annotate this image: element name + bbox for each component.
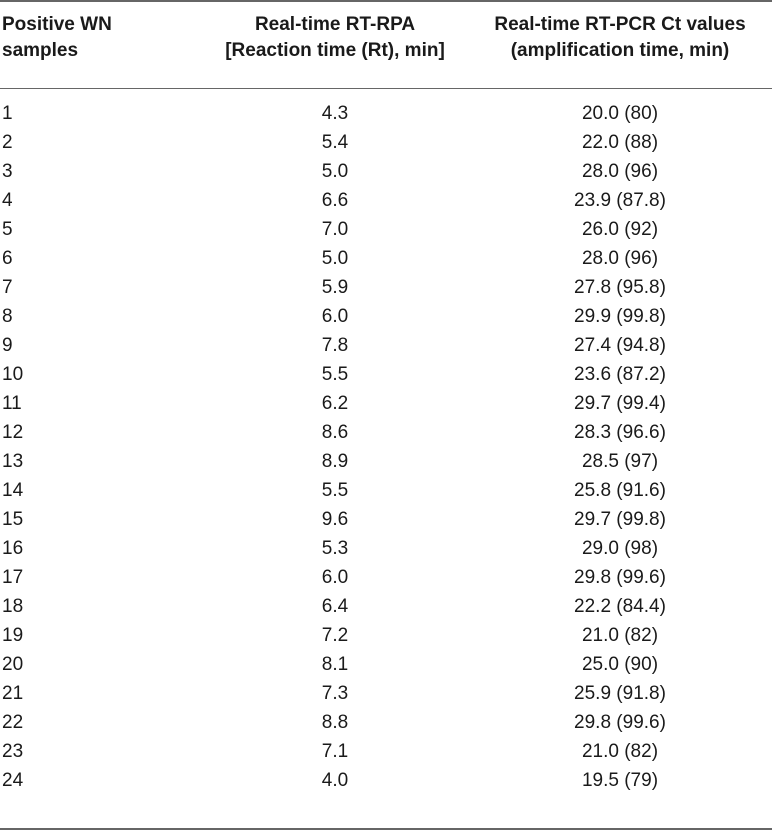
sample-cell: 17: [2, 567, 24, 588]
rt-pcr-cell: 29.9 (99.8): [574, 306, 666, 327]
rt-rpa-cell: 5.3: [321, 538, 349, 559]
table-row: [0, 594, 772, 623]
rt-rpa-cell: 6.4: [321, 596, 349, 617]
table-header: [0, 0, 772, 88]
rt-rpa-cell: 4.0: [321, 770, 349, 791]
sample-cell: 14: [2, 480, 24, 501]
rt-pcr-cell: 21.0 (82): [581, 625, 659, 646]
rt-pcr-cell: 28.3 (96.6): [574, 422, 666, 443]
rt-pcr-cell: 26.0 (92): [581, 219, 659, 240]
sample-cell: 23: [2, 741, 24, 762]
sample-cell: 20: [2, 654, 24, 675]
rt-pcr-cell: 22.0 (88): [581, 132, 659, 153]
rt-rpa-cell: 6.0: [321, 567, 349, 588]
header-real-time-rt-pcr: Real-time RT-PCR Ct values (amplification time, min): [494, 14, 746, 61]
rt-pcr-cell: 28.5 (97): [581, 451, 659, 472]
sample-cell: 18: [2, 596, 24, 617]
table-row: [0, 739, 772, 768]
table-row: [0, 681, 772, 710]
rt-pcr-cell: 29.7 (99.8): [574, 509, 666, 530]
sample-cell: 2: [2, 132, 13, 153]
rt-rpa-cell: 5.0: [321, 248, 349, 269]
rt-rpa-cell: 8.1: [321, 654, 349, 675]
rt-pcr-cell: 28.0 (96): [581, 248, 659, 269]
rt-pcr-cell: 20.0 (80): [581, 103, 659, 124]
sample-cell: 16: [2, 538, 24, 559]
table-row: [0, 275, 772, 304]
table-row: [0, 130, 772, 159]
rt-pcr-cell: 29.7 (99.4): [574, 393, 666, 414]
table-row: [0, 101, 772, 130]
table-row: [0, 333, 772, 362]
table-row: [0, 246, 772, 275]
rt-pcr-cell: 23.9 (87.8): [574, 190, 666, 211]
rt-pcr-cell: 19.5 (79): [581, 770, 659, 791]
sample-cell: 22: [2, 712, 24, 733]
sample-cell: 8: [2, 306, 13, 327]
rt-pcr-cell: 28.0 (96): [581, 161, 659, 182]
sample-cell: 9: [2, 335, 13, 356]
rt-rpa-cell: 7.0: [321, 219, 349, 240]
sample-cell: 1: [2, 103, 13, 124]
sample-cell: 5: [2, 219, 13, 240]
rt-rpa-cell: 5.5: [321, 480, 349, 501]
rt-pcr-cell: 27.4 (94.8): [574, 335, 666, 356]
rt-pcr-cell: 29.8 (99.6): [574, 567, 666, 588]
table-row: [0, 710, 772, 739]
rt-rpa-cell: 9.6: [321, 509, 349, 530]
table-row: [0, 507, 772, 536]
table-row: [0, 536, 772, 565]
rt-rpa-cell: 6.2: [321, 393, 349, 414]
rt-rpa-cell: 4.3: [321, 103, 349, 124]
table-body: [0, 101, 772, 797]
table-row: [0, 217, 772, 246]
sample-cell: 15: [2, 509, 24, 530]
sample-cell: 11: [2, 393, 22, 414]
rt-rpa-cell: 5.5: [321, 364, 349, 385]
rt-pcr-cell: 27.8 (95.8): [574, 277, 666, 298]
rt-pcr-cell: 29.8 (99.6): [574, 712, 666, 733]
table-row: [0, 652, 772, 681]
table-row: [0, 159, 772, 188]
rt-rpa-cell: 5.0: [321, 161, 349, 182]
header-real-time-rt-rpa: Real-time RT-RPA [Reaction time (Rt), min]: [225, 14, 445, 61]
table-row: [0, 768, 772, 797]
rt-pcr-cell: 21.0 (82): [581, 741, 659, 762]
header-rule: [0, 88, 772, 89]
table-row: [0, 565, 772, 594]
table-row: [0, 304, 772, 333]
sample-cell: 13: [2, 451, 24, 472]
sample-cell: 19: [2, 625, 24, 646]
table-row: [0, 623, 772, 652]
rt-rpa-cell: 8.6: [321, 422, 349, 443]
sample-cell: 24: [2, 770, 24, 791]
rt-rpa-cell: 7.1: [321, 741, 349, 762]
table-row: [0, 188, 772, 217]
sample-cell: 12: [2, 422, 24, 443]
sample-cell: 4: [2, 190, 13, 211]
sample-cell: 21: [2, 683, 24, 704]
sample-cell: 7: [2, 277, 13, 298]
rt-rpa-cell: 6.0: [321, 306, 349, 327]
rt-pcr-cell: 23.6 (87.2): [574, 364, 666, 385]
sample-cell: 3: [2, 161, 13, 182]
rt-rpa-cell: 8.8: [321, 712, 349, 733]
table-row: [0, 478, 772, 507]
table-row: [0, 449, 772, 478]
rt-pcr-cell: 29.0 (98): [581, 538, 659, 559]
rt-rpa-cell: 7.8: [321, 335, 349, 356]
rt-rpa-cell: 6.6: [321, 190, 349, 211]
rt-rpa-cell: 7.3: [321, 683, 349, 704]
rt-pcr-cell: 22.2 (84.4): [574, 596, 666, 617]
rt-pcr-cell: 25.0 (90): [581, 654, 659, 675]
sample-cell: 6: [2, 248, 13, 269]
table-row: [0, 391, 772, 420]
rt-rpa-cell: 5.4: [321, 132, 349, 153]
header-positive-wn-samples: Positive WN samples: [2, 14, 112, 61]
table-row: [0, 362, 772, 391]
rt-rpa-cell: 5.9: [321, 277, 349, 298]
rt-pcr-cell: 25.9 (91.8): [574, 683, 666, 704]
rt-rpa-cell: 7.2: [321, 625, 349, 646]
table-row: [0, 420, 772, 449]
sample-cell: 10: [2, 364, 24, 385]
bottom-rule: [0, 828, 772, 830]
rt-rpa-cell: 8.9: [321, 451, 349, 472]
rt-pcr-cell: 25.8 (91.6): [574, 480, 666, 501]
